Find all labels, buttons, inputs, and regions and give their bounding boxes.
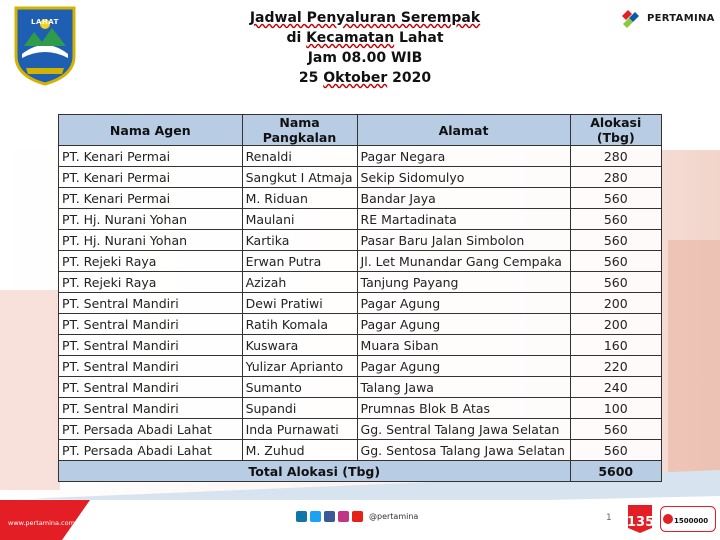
cell-alokasi: 100 [570,398,662,419]
table-row [59,293,662,314]
cell-alokasi: 560 [570,272,662,293]
distribution-schedule-table [58,114,662,482]
cell-nama-agen: PT. Hj. Nurani Yohan [59,230,243,251]
pertamina-mark-icon [620,8,642,28]
cell-nama-pangkalan: Renaldi [242,146,357,167]
cell-alamat: Pagar Agung [357,293,570,314]
table-row [59,251,662,272]
cell-alamat: Sekip Sidomulyo [357,167,570,188]
table-row [59,167,662,188]
cell-nama-agen: PT. Kenari Permai [59,188,243,209]
cell-nama-agen: PT. Rejeki Raya [59,251,243,272]
cell-nama-agen: PT. Kenari Permai [59,167,243,188]
table-row [59,377,662,398]
cell-nama-pangkalan: Yulizar Aprianto [242,356,357,377]
cell-alamat: Gg. Sentosa Talang Jawa Selatan [357,440,570,461]
cell-nama-agen: PT. Sentral Mandiri [59,377,243,398]
cell-alokasi: 240 [570,377,662,398]
cell-alokasi: 220 [570,356,662,377]
cell-alokasi: 560 [570,440,662,461]
cell-alamat: Pagar Agung [357,356,570,377]
cell-alamat: RE Martadinata [357,209,570,230]
cell-alamat: Prumnas Blok B Atas [357,398,570,419]
table-row [59,356,662,377]
table-row [59,209,662,230]
cell-alokasi: 560 [570,230,662,251]
cell-nama-pangkalan: Inda Purnawati [242,419,357,440]
cell-alokasi: 560 [570,188,662,209]
cell-alamat: Pagar Negara [357,146,570,167]
footer [0,496,720,540]
cell-alokasi: 280 [570,146,662,167]
campaign-badge: 1500000 [660,506,716,532]
cell-nama-agen: PT. Sentral Mandiri [59,398,243,419]
cell-nama-pangkalan: Sangkut I Atmaja [242,167,357,188]
cell-alokasi: 560 [570,209,662,230]
cell-nama-agen: PT. Sentral Mandiri [59,356,243,377]
cell-nama-pangkalan: Kartika [242,230,357,251]
header-nama-pangkalan: Nama Pangkalan [242,115,357,146]
cell-nama-agen: PT. Kenari Permai [59,146,243,167]
cell-alokasi: 200 [570,314,662,335]
cell-nama-pangkalan: Erwan Putra [242,251,357,272]
title-line-1: Jadwal Penyaluran Serempak [249,10,481,26]
header-alokasi: Alokasi (Tbg) [570,115,662,146]
total-value: 5600 [570,461,662,482]
table-row [59,440,662,461]
cell-alokasi: 280 [570,167,662,188]
cell-nama-pangkalan: Dewi Pratiwi [242,293,357,314]
cell-nama-pangkalan: M. Zuhud [242,440,357,461]
table-row [59,314,662,335]
cell-nama-pangkalan: Maulani [242,209,357,230]
youtube-icon[interactable] [352,511,363,522]
total-label: Total Alokasi (Tbg) [59,461,571,482]
table-row [59,335,662,356]
cell-alamat: Jl. Let Munandar Gang Cempaka [357,251,570,272]
cell-nama-agen: PT. Sentral Mandiri [59,293,243,314]
table-row [59,419,662,440]
cell-nama-agen: PT. Sentral Mandiri [59,314,243,335]
table-header-row [59,115,662,146]
cell-nama-pangkalan: Kuswara [242,335,357,356]
cell-alokasi: 560 [570,251,662,272]
table-row [59,398,662,419]
social-handle[interactable]: @pertamina [369,512,419,521]
cell-nama-agen: PT. Persada Abadi Lahat [59,440,243,461]
table-row [59,146,662,167]
page-title [180,8,550,88]
page-number: 1 [606,513,612,523]
table-row [59,272,662,293]
cell-nama-agen: PT. Persada Abadi Lahat [59,419,243,440]
cell-nama-pangkalan: Azizah [242,272,357,293]
lahat-regency-logo [12,6,78,86]
cell-nama-agen: PT. Rejeki Raya [59,272,243,293]
cell-alamat: Muara Siban [357,335,570,356]
website-link[interactable]: www.pertamina.com [8,519,75,527]
linkedin-icon[interactable] [296,511,307,522]
twitter-icon[interactable] [310,511,321,522]
cell-alamat: Gg. Sentral Talang Jawa Selatan [357,419,570,440]
cell-nama-pangkalan: Ratih Komala [242,314,357,335]
cell-alamat: Talang Jawa [357,377,570,398]
anniversary-badge: 135 [627,504,653,534]
title-line-4: 25 Oktober 2020 [298,70,432,86]
cell-alamat: Bandar Jaya [357,188,570,209]
header-nama-agen: Nama Agen [59,115,243,146]
total-row [59,461,662,482]
title-line-3: Jam 08.00 WIB [307,50,423,66]
cell-nama-pangkalan: M. Riduan [242,188,357,209]
social-links [296,511,418,522]
header-alamat: Alamat [357,115,570,146]
pertamina-wordmark: PERTAMINA [647,12,715,24]
cell-alamat: Pagar Agung [357,314,570,335]
lahat-logo-text: LAHAT [31,18,59,26]
cell-alokasi: 160 [570,335,662,356]
title-line-2: di Kecamatan Lahat [286,30,444,46]
table-row [59,230,662,251]
cell-nama-agen: PT. Sentral Mandiri [59,335,243,356]
cell-alamat: Pasar Baru Jalan Simbolon [357,230,570,251]
cell-alokasi: 560 [570,419,662,440]
cell-nama-pangkalan: Sumanto [242,377,357,398]
cell-alokasi: 200 [570,293,662,314]
facebook-icon[interactable] [324,511,335,522]
cell-nama-pangkalan: Supandi [242,398,357,419]
cell-alamat: Tanjung Payang [357,272,570,293]
table-row [59,188,662,209]
cell-nama-agen: PT. Hj. Nurani Yohan [59,209,243,230]
pertamina-logo [620,8,715,28]
instagram-icon[interactable] [338,511,349,522]
